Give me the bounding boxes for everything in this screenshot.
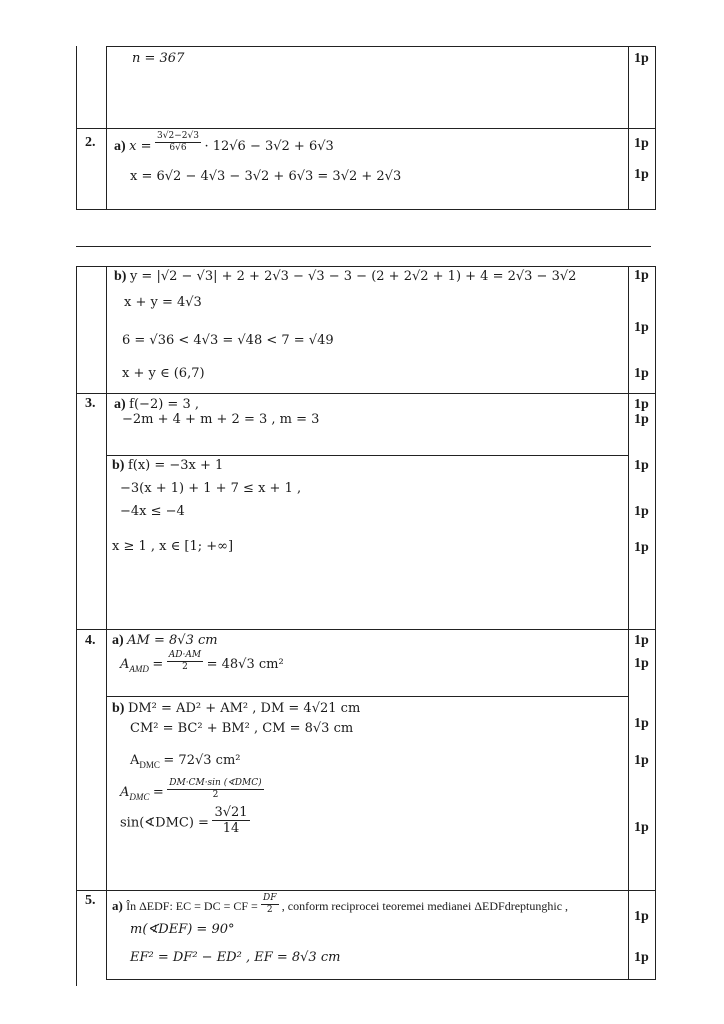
exercise-number: 2. [85,135,96,150]
points-label: 1p [634,504,649,519]
part-label: b) [112,701,125,716]
fraction-denominator: 2 [182,662,188,673]
points-label: 1p [634,753,649,768]
math-lhs: A [120,657,130,672]
subrow-divider [106,455,629,456]
points-label: 1p [634,656,649,671]
math-lhs: sin(∢DMC) = [120,815,209,831]
exercise-number: 3. [85,396,96,411]
points-label: 1p [634,136,649,151]
points-label: 1p [634,366,649,381]
fraction [155,132,201,153]
math-subscript: DMC [129,791,150,802]
fraction-numerator: 3√2−2√3 [157,131,199,142]
row-divider [76,890,656,891]
answer-line: CM² = BC² + BM² , CM = 8√3 cm [130,721,354,736]
answer-line: −2m + 4 + m + 2 = 3 , m = 3 [122,412,320,427]
answer-line: x + y ∈ (6,7) [122,366,205,381]
table-border-top [106,46,656,47]
answer-line: m(∢DEF) = 90° [130,922,235,937]
points-label: 1p [634,633,649,648]
math-lhs: A [120,785,130,800]
answer-line [120,805,250,836]
answer-line: x = 6√2 − 4√3 − 3√2 + 6√3 = 3√2 + 2√3 [130,169,402,184]
answer-line [120,778,264,805]
math-lhs: A [130,753,140,768]
answer-line: EF² = DF² − ED² , EF = 8√3 cm [130,950,341,965]
math-lhs: x = [129,139,152,154]
exercise-number: 5. [85,893,96,908]
math-expression: y = |√2 − √3| + 2 + 2√3 − √3 − 3 − (2 + 2√2 + 1) + 4 = 2√3 − 3√2 [129,269,577,284]
math-expression: DM² = AD² + AM² , DM = 4√21 cm [127,701,361,716]
points-label: 1p [634,909,649,924]
row-divider [76,629,656,630]
fraction-denominator: 2 [266,904,273,915]
fraction [167,779,263,800]
answer-line: −3(x + 1) + 1 + 7 ≤ x + 1 , [120,481,302,496]
answer-line: −4x ≤ −4 [120,504,185,519]
math-expression: f(−2) = 3 , [129,397,199,412]
exercise-number: 4. [85,633,96,648]
text-continuation: , conform reciprocei teoremei medianei ΔEDFdreptunghic , [281,899,569,913]
table-border-bottom [76,209,656,210]
points-label: 1p [634,458,649,473]
points-label: 1p [634,820,649,835]
points-label: 1p [634,51,649,66]
part-label: b) [112,458,125,473]
part-label: a) [112,898,123,913]
fraction [261,894,278,915]
table-border-top [76,266,656,267]
row-divider [76,128,656,129]
answer-line [112,633,218,649]
fraction-numerator: DM·CM·sin (∢DMC) [169,778,262,789]
points-label: 1p [634,268,649,283]
fraction [212,806,249,835]
math-subscript: AMD [129,663,149,674]
fraction-numerator: AD·AM [168,650,202,661]
points-label: 1p [634,412,649,427]
fraction-numerator: DF [263,892,277,903]
table-border-right [655,266,656,980]
part-label: a) [112,633,124,648]
fraction-denominator: 2 [212,790,219,801]
math-rest: = 48√3 cm² [206,657,284,672]
fraction [167,651,203,672]
answer-line [112,458,223,474]
fraction-denominator: 6√6 [169,143,187,154]
answer-line: x ≥ 1 , x ∈ [1; +∞] [112,539,234,554]
math-expression: AM = 8√3 cm [127,633,218,648]
part-label: a) [114,397,126,412]
answer-line: 6 = √36 < 4√3 = √48 < 7 = √49 [122,333,334,348]
points-label: 1p [634,540,649,555]
subrow-divider [106,696,629,697]
row-divider [76,393,656,394]
answer-line [130,753,240,773]
math-expression: În ΔEDF: EC = DC = CF = [126,899,258,913]
answer-line [114,269,576,285]
answer-line [114,397,199,413]
points-label: 1p [634,320,649,335]
math-equals: = [152,657,164,672]
table-border-bottom [106,979,656,980]
math-rest: = 72√3 cm² [163,753,241,768]
points-label: 1p [634,167,649,182]
part-label: a) [114,139,126,154]
math-expression: f(x) = −3x + 1 [127,458,224,473]
math-rest: · 12√6 − 3√2 + 6√3 [204,139,334,154]
points-label: 1p [634,397,649,412]
part-label: b) [114,269,127,284]
points-label: 1p [634,950,649,965]
answer-line [112,892,569,915]
math-subscript: DMC [139,759,160,770]
answer-line: n = 367 [132,51,185,66]
answer-line: x + y = 4√3 [124,295,202,310]
table-border-number-col [106,266,107,980]
table-border-points-col [628,266,629,980]
table-border-left [76,266,77,986]
answer-line [114,131,334,155]
fraction-denominator: 14 [222,821,240,836]
fraction-numerator: 3√21 [214,805,248,820]
math-equals: = [152,785,164,800]
points-label: 1p [634,716,649,731]
page-separator [76,246,651,247]
answer-line [112,701,360,717]
